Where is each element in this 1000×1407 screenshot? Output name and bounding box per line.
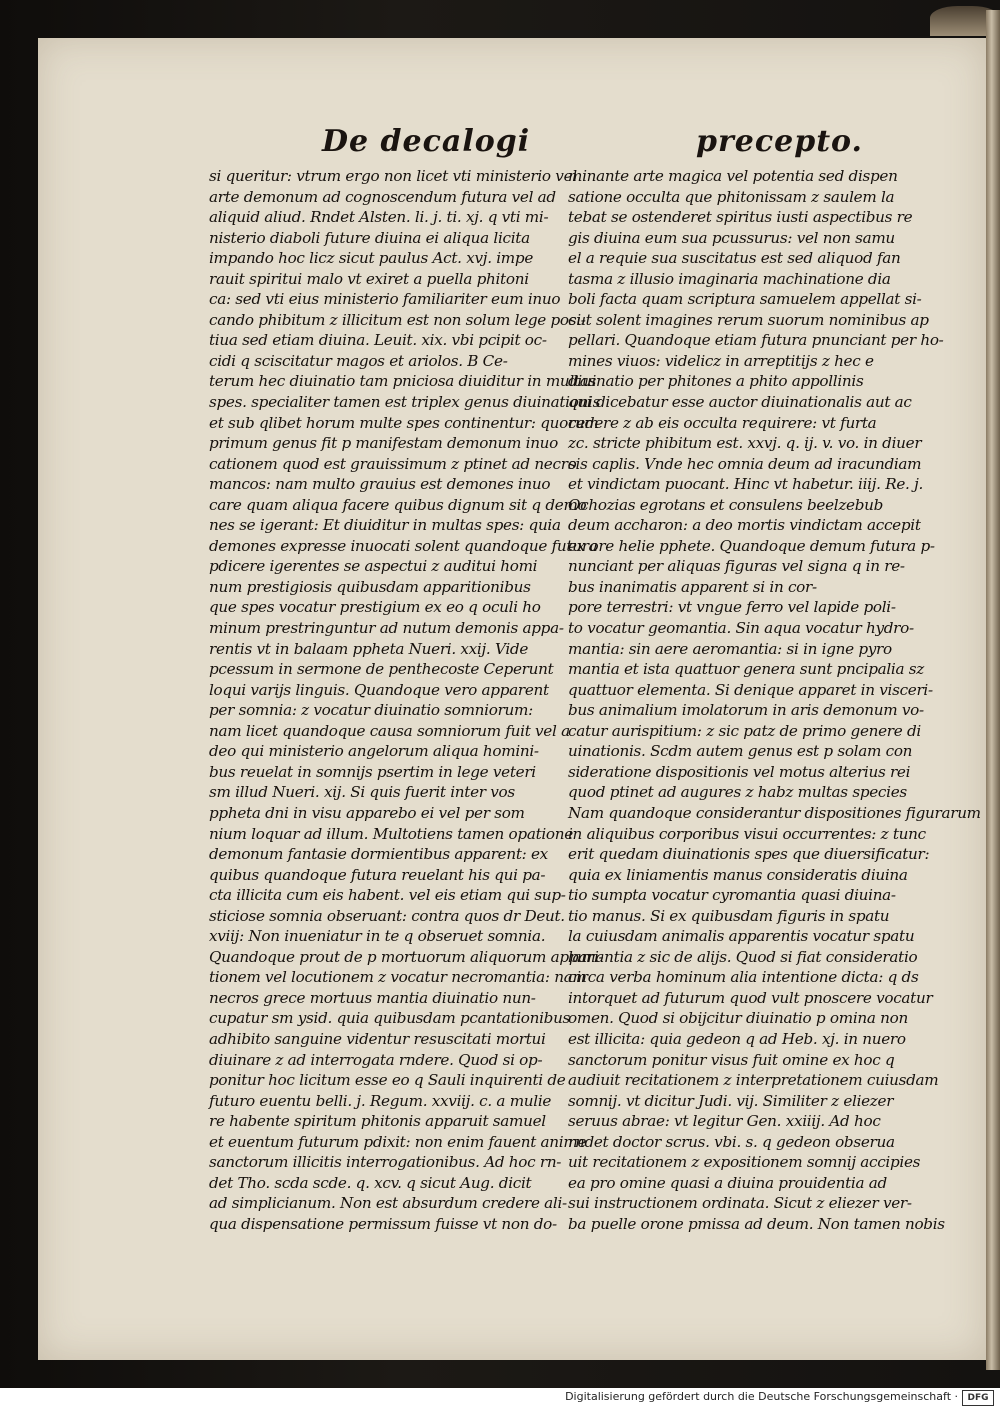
text-line: et euentum futurum pdixit: non enim fauent anime: [209, 1132, 587, 1151]
text-line: xviij: Non inueniatur in te q obseruet somnia.: [209, 927, 546, 946]
text-line: quattuor elementa. Si denique apparet in visceri-: [568, 680, 933, 699]
text-line: si queritur: vtrum ergo non licet vti ministerio vel: [209, 167, 577, 185]
text-line: mines viuos: videlicz in arreptitijs z hec e: [568, 351, 874, 370]
text-line: Ochozias egrotans et consulens beelzebub: [568, 495, 884, 514]
text-line: cupatur sm ysid. quia quibusdam pcantationibus: [209, 1009, 571, 1028]
running-head: [38, 124, 986, 164]
text-line: bus reuelat in somnijs psertim in lege veteri: [209, 762, 536, 781]
text-line: cando phibitum z illicitum est non solum lege posi-: [209, 310, 586, 329]
text-line: ba puelle orone pmissa ad deum. Non tamen nobis: [568, 1214, 945, 1233]
text-line: impando hoc licz sicut paulus Act. xvj. impe: [209, 249, 534, 268]
text-line: cedere z ab eis occulta requirere: vt furta: [568, 413, 877, 432]
text-line: qua dispensatione permissum fuisse vt non do-: [209, 1214, 557, 1233]
text-line: pcessum in sermone de penthecoste Ceperunt: [209, 660, 554, 679]
text-line: ex ore helie pphete. Quandoque demum futura p-: [568, 536, 935, 555]
text-line: circa verba hominum alia intentione dicta: q ds: [568, 968, 919, 987]
text-line: gis diuina eum sua pcussurus: vel non samu: [568, 228, 895, 247]
running-head-left: De decalogi: [322, 124, 531, 159]
text-line: sis caplis. Vnde hec omnia deum ad iracundiam: [568, 454, 922, 473]
book-page: [38, 38, 986, 1360]
text-line: pdicere igerentes se aspectui z auditui homi: [209, 557, 538, 576]
text-line: deo qui ministerio angelorum aliqua homini-: [209, 742, 539, 761]
text-line: care quam aliqua facere quibus dignum sit q demo: [209, 495, 587, 514]
text-line: futuro euentu belli. j. Regum. xxviij. c. a mulie: [209, 1091, 552, 1110]
text-line: diuinatio per phitones a phito appollinis: [568, 372, 864, 391]
text-line: arte demonum ad cognoscendum futura vel ad: [209, 187, 556, 206]
text-line: catur aurispitium: z sic patz de primo genere di: [568, 721, 921, 740]
text-line: nam licet quandoque causa somniorum fuit vel a: [209, 721, 570, 740]
text-line: el a requie sua suscitatus est sed aliquod fan: [568, 249, 901, 268]
footer-bar: [0, 1388, 1000, 1407]
text-line: deum accharon: a deo mortis vindictam accepit: [568, 516, 921, 535]
text-line: terum hec diuinatio tam pniciosa diuiditur in multas: [209, 372, 597, 391]
text-line: minante arte magica vel potentia sed dispen: [568, 167, 898, 185]
text-line: quod ptinet ad augures z habz multas species: [568, 783, 907, 802]
text-line: nes se igerant: Et diuiditur in multas spes: quia: [209, 516, 561, 535]
text-line: cationem quod est grauissimum z ptinet ad necro: [209, 454, 577, 473]
text-line: la cuiusdam animalis apparentis vocatur spatu: [568, 927, 915, 946]
footer-credit: Digitalisierung gefördert durch die Deutsche Forschungsgemeinschaft ·: [565, 1390, 958, 1403]
text-line: ca: sed vti eius ministerio familiariter eum inuo: [209, 290, 561, 309]
text-line: rentis vt in balaam ppheta Nueri. xxij. Vide: [209, 639, 529, 658]
text-line: cut solent imagines rerum suorum nominibus ap: [568, 310, 929, 329]
text-line: Quandoque prout de p mortuorum aliquorum appari-: [209, 947, 604, 966]
text-line: rndet doctor scrus. vbi. s. q gedeon obserua: [568, 1132, 895, 1151]
text-line: in aliquibus corporibus visui occurrentes: z tunc: [568, 824, 926, 843]
text-line: tionem vel locutionem z vocatur necromantia: nam: [209, 968, 587, 987]
text-line: primum genus fit p manifestam demonum inuo: [209, 434, 559, 453]
text-line: mancos: nam multo grauius est demones inuo: [209, 475, 551, 494]
text-line: num prestigiosis quibusdam apparitionibus: [209, 577, 531, 596]
running-head-right: precepto.: [696, 124, 863, 159]
text-line: ppheta dni in visu apparebo ei vel per som: [209, 803, 525, 822]
text-line: quia ex liniamentis manus consideratis diuina: [568, 865, 908, 884]
text-line: demones expresse inuocati solent quandoque futura: [209, 536, 598, 555]
text-line: uit recitationem z expositionem somnij accipies: [568, 1153, 921, 1172]
text-line: satione occulta que phitonissam z saulem la: [568, 187, 895, 206]
text-line: zc. stricte phibitum est. xxvj. q. ij. v. vo. in diuer: [568, 434, 922, 453]
text-line: somnij. vt dicitur Judi. vij. Similiter z eliezer: [568, 1091, 894, 1110]
text-line: aliquid aliud. Rndet Alsten. li. j. ti. xj. q vti mi-: [209, 208, 549, 227]
text-line: et sub qlibet horum multe spes continentur: quorum: [209, 413, 599, 432]
text-line: bus animalium imolatorum in aris demonum vo-: [568, 701, 924, 720]
text-line: est illicita: quia gedeon q ad Heb. xj. in nuero: [568, 1029, 906, 1048]
text-line: per somnia: z vocatur diuinatio somniorum:: [209, 701, 533, 720]
text-line: nisterio diaboli future diuina ei aliqua licita: [209, 228, 530, 247]
text-line: sideratione dispositionis vel motus alterius rei: [568, 762, 911, 781]
text-line: sm illud Nueri. xij. Si quis fuerit inter vos: [209, 783, 515, 802]
text-line: uinationis. Scdm autem genus est p solam con: [568, 742, 913, 761]
text-line: re habente spiritum phitonis apparuit samuel: [209, 1112, 546, 1131]
text-line: tio sumpta vocatur cyromantia quasi diuina-: [568, 886, 896, 905]
text-line: lamantia z sic de alijs. Quod si fiat consideratio: [568, 947, 918, 966]
text-line: to vocatur geomantia. Sin aqua vocatur hydro-: [568, 619, 914, 638]
text-line: sanctorum illicitis interrogationibus. Ad hoc rn-: [209, 1153, 562, 1172]
text-line: mantia: sin aere aeromantia: si in igne pyro: [568, 639, 892, 658]
text-line: quibus quandoque futura reuelant his qui pa-: [209, 865, 546, 884]
dfg-logo: DFG: [962, 1390, 994, 1406]
text-line: tebat se ostenderet spiritus iusti aspectibus re: [568, 208, 913, 227]
text-line: spes. specialiter tamen est triplex genus diuinationis: [209, 393, 601, 412]
text-line: diuinare z ad interrogata rndere. Quod si op-: [209, 1050, 543, 1069]
text-line: pellari. Quandoque etiam futura pnunciant per ho-: [568, 331, 944, 350]
text-line: sticiose somnia obseruant: contra quos dr Deut.: [209, 906, 565, 925]
text-line: tio manus. Si ex quibusdam figuris in spatu: [568, 906, 890, 925]
text-line: erit quedam diuinationis spes que diuersificatur:: [568, 845, 930, 864]
text-line: audiuit recitationem z interpretationem cuiusdam: [568, 1071, 939, 1090]
text-line: Nam quandoque considerantur dispositiones figurarum: [568, 803, 981, 822]
text-line: demonum fantasie dormientibus apparent: ex: [209, 845, 548, 864]
text-line: sanctorum ponitur visus fuit omine ex hoc q: [568, 1050, 895, 1069]
text-line: rauit spiritui malo vt exiret a puella phitoni: [209, 269, 529, 288]
text-line: nunciant per aliquas figuras vel signa q in re-: [568, 557, 905, 576]
text-line: det Tho. scda scde. q. xcv. q sicut Aug. dicit: [209, 1173, 532, 1192]
text-line: omen. Quod si obijcitur diuinatio p omina non: [568, 1009, 908, 1028]
text-line: cidi q sciscitatur magos et ariolos. B Ce-: [209, 351, 508, 370]
text-line: cta illicita cum eis habent. vel eis etiam qui sup-: [209, 886, 566, 905]
text-line: adhibito sanguine videntur resuscitati mortui: [209, 1029, 546, 1048]
page-edge: [986, 10, 1000, 1370]
text-line: tiua sed etiam diuina. Leuit. xix. vbi pcipit oc-: [209, 331, 547, 350]
text-column-left: [209, 166, 604, 1234]
text-line: bus inanimatis apparent si in cor-: [568, 577, 817, 596]
text-line: boli facta quam scriptura samuelem appellat si-: [568, 290, 922, 309]
text-line: pore terrestri: vt vngue ferro vel lapide poli-: [568, 598, 896, 617]
text-line: minum prestringuntur ad nutum demonis appa-: [209, 619, 564, 638]
text-line: sui instructionem ordinata. Sicut z eliezer ver-: [568, 1194, 912, 1213]
text-line: mantia et ista quattuor genera sunt pncipalia sz: [568, 660, 924, 679]
text-line: qui dicebatur esse auctor diuinationalis aut ac: [568, 393, 912, 412]
text-line: ad simplicianum. Non est absurdum credere ali-: [209, 1194, 567, 1213]
text-line: tasma z illusio imaginaria machinatione dia: [568, 269, 891, 288]
text-line: loqui varijs linguis. Quandoque vero apparent: [209, 680, 549, 699]
text-line: necros grece mortuus mantia diuinatio nun-: [209, 988, 536, 1007]
text-column-right: [568, 166, 981, 1234]
text-line: intorquet ad futurum quod vult pnoscere vocatur: [568, 988, 933, 1007]
text-line: ponitur hoc licitum esse eo q Sauli inquirenti de: [209, 1071, 566, 1090]
text-line: et vindictam puocant. Hinc vt habetur. iiij. Re. j.: [568, 475, 924, 494]
text-line: ea pro omine quasi a diuina prouidentia ad: [568, 1173, 887, 1192]
text-line: seruus abrae: vt legitur Gen. xxiiij. Ad hoc: [568, 1112, 881, 1131]
text-line: que spes vocatur prestigium ex eo q oculi ho: [209, 598, 541, 617]
text-line: nium loquar ad illum. Multotiens tamen opatione: [209, 824, 573, 843]
